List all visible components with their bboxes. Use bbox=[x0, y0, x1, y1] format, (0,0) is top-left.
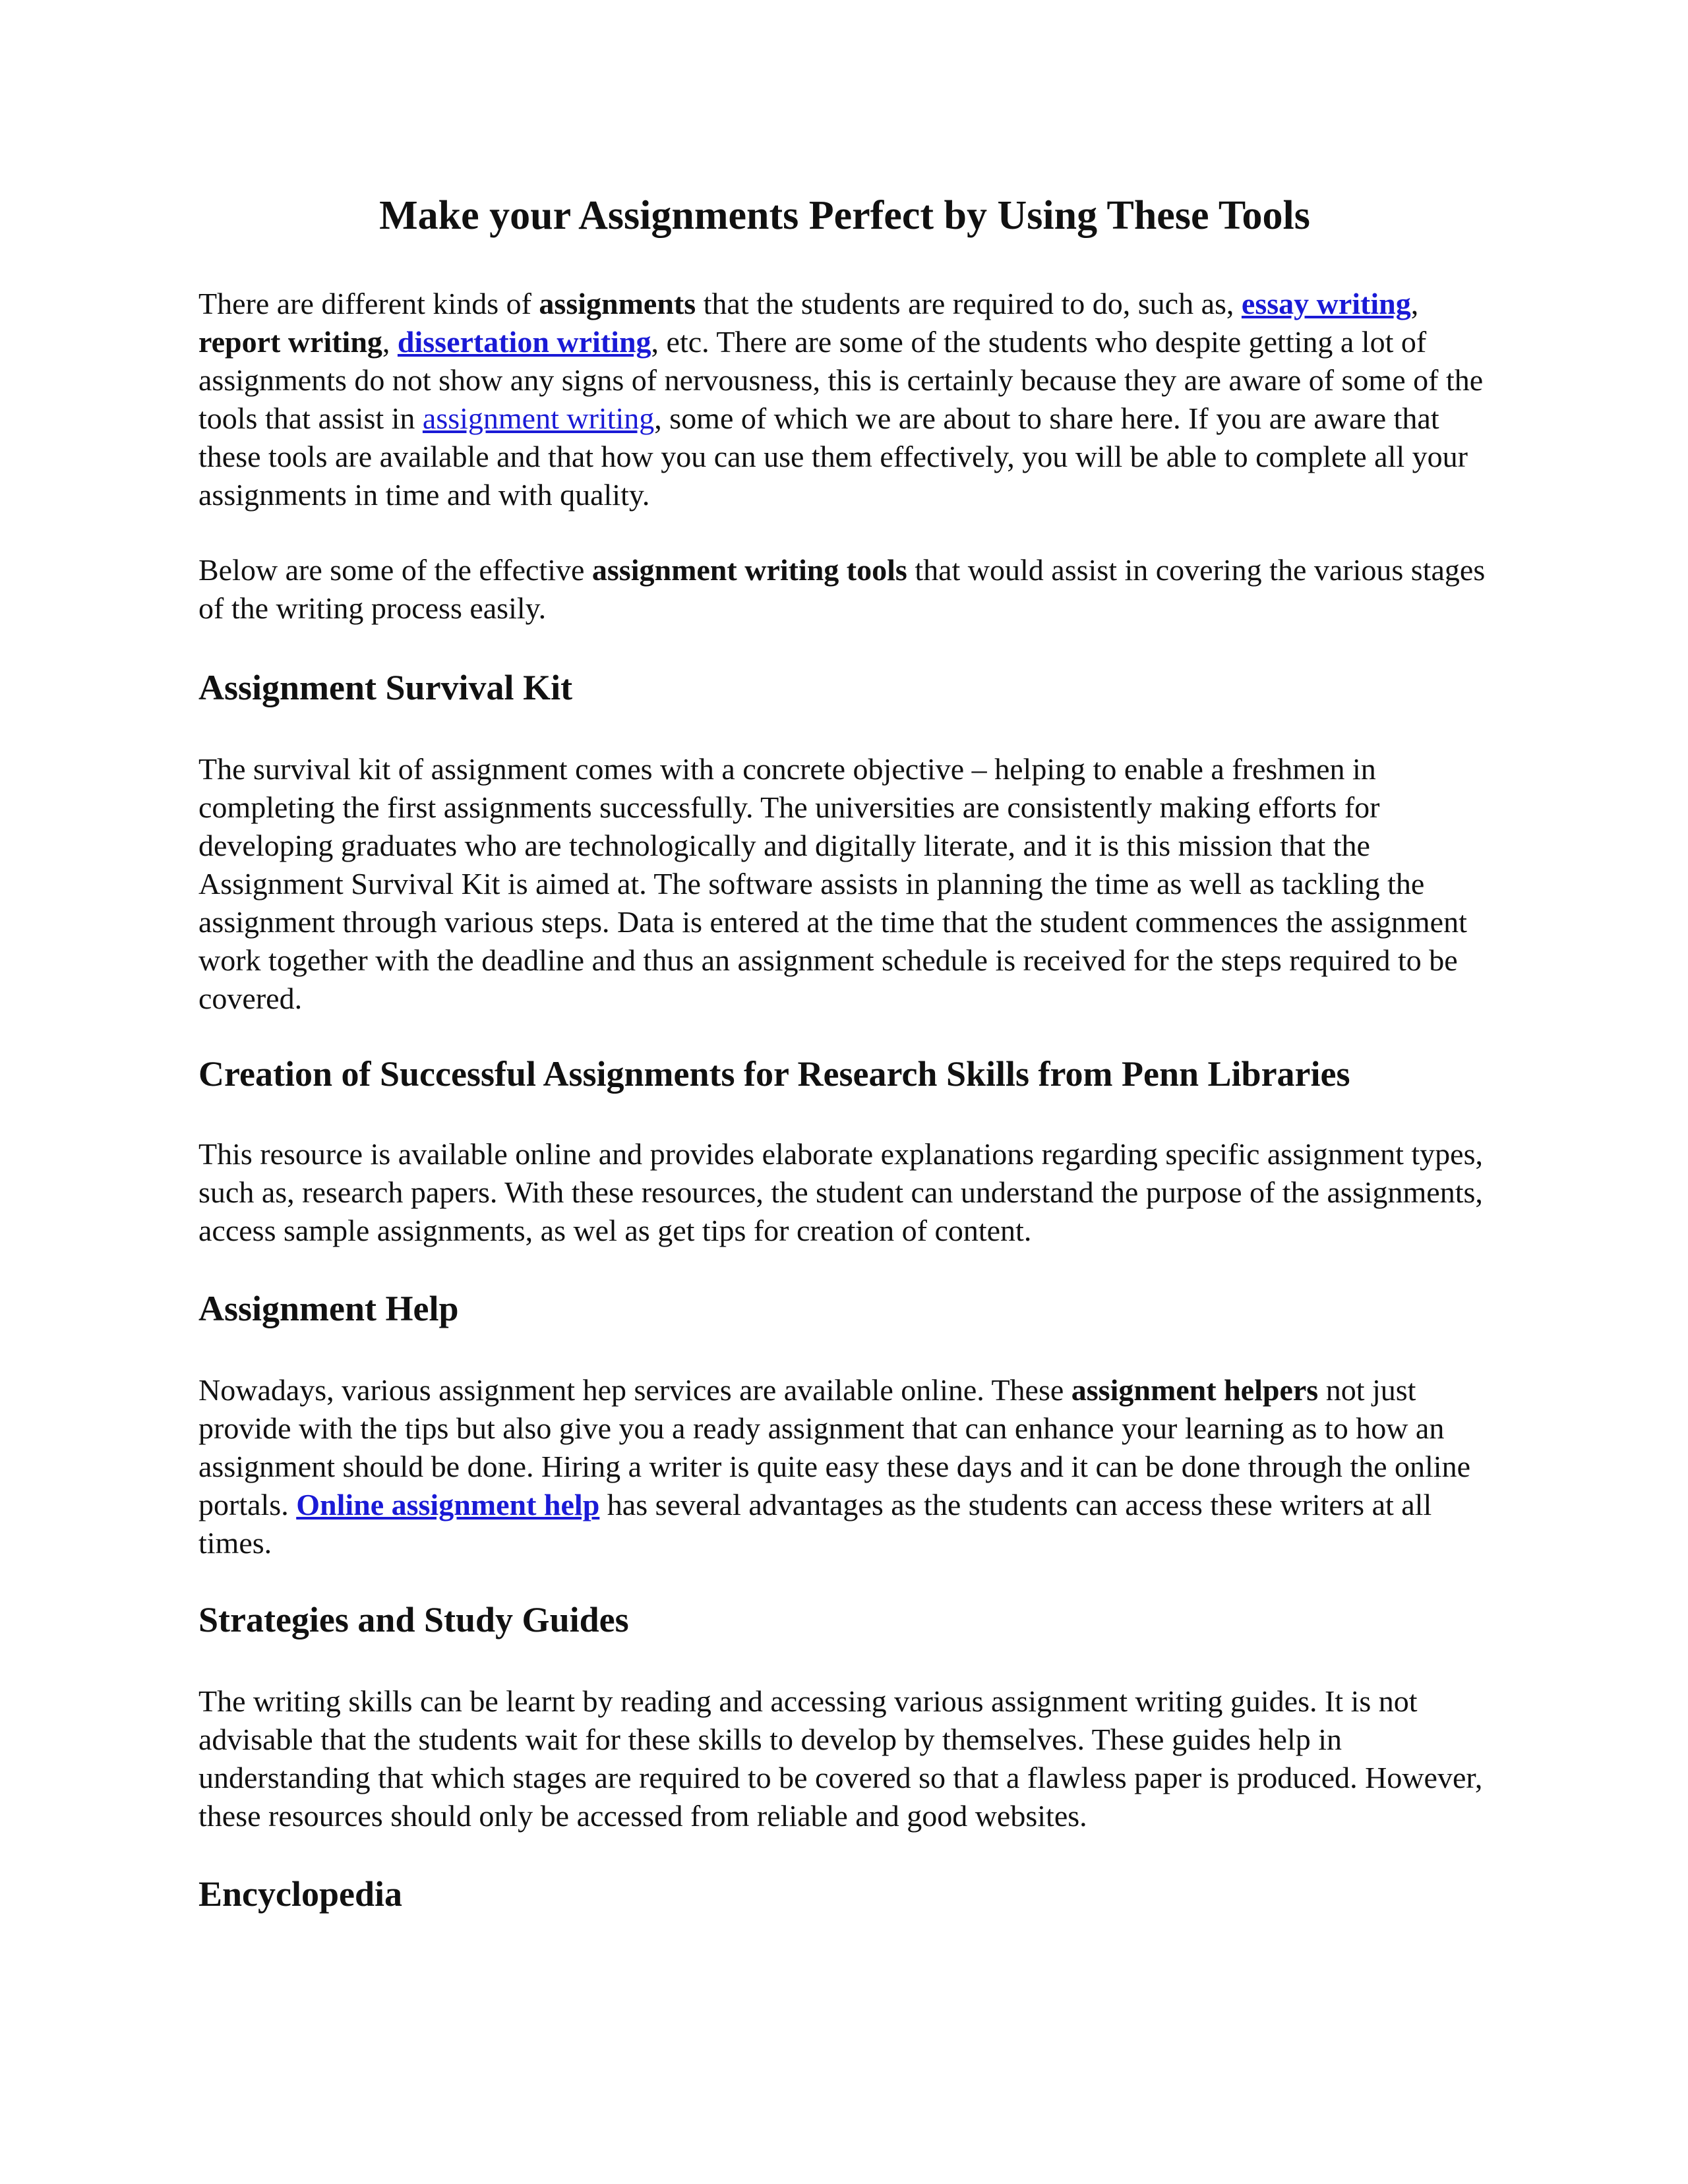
help-text-3: has several advantages as the students can access these writers at all times. bbox=[198, 1488, 1432, 1560]
essay-writing-link[interactable]: essay writing bbox=[1241, 287, 1411, 320]
tools-intro-paragraph bbox=[198, 551, 1491, 628]
section-body-penn-libraries: This resource is available online and provides elaborate explanations regarding specific assignment types, such as, research papers. With these resources, the student can understand the purpose of the assignments, access sample assignments, as wel as get tips for creation of content. bbox=[198, 1137, 1483, 1247]
online-assignment-help-link[interactable]: Online assignment help bbox=[296, 1488, 600, 1521]
section-body-survival-kit: The survival kit of assignment comes with a concrete objective – helping to enable a freshmen in completing the first assignments successfully. The universities are consistently making efforts for developing graduates who are technologically and digitally literate, and it is this mission that the Assignment Survival Kit is aimed at. The software assists in planning the time as well as tackling the assignment through various steps. Data is entered at the time that the student commences the assignment work together with the deadline and thus an assignment schedule is received for the steps required to be covered. bbox=[198, 752, 1467, 1015]
below-bold-tools: assignment writing tools bbox=[591, 553, 907, 587]
intro-text-4: , bbox=[382, 325, 398, 359]
intro-text-6: , some of which we are about to share here. If you are aware that these tools are available and that how you can use them effectively, you will be able to complete all your assignments in time and with quality. bbox=[198, 401, 1468, 512]
intro-bold-report-writing: report writing bbox=[198, 325, 382, 359]
intro-text-3: , bbox=[1410, 287, 1419, 320]
intro-bold-assignments: assignments bbox=[539, 287, 696, 320]
help-text-2: not just provide with the tips but also give you a ready assignment that can enhance your learning as to how an assignment should be done. Hiring a writer is quite easy these days and it can be done through the online portals. bbox=[198, 1373, 1470, 1521]
dissertation-writing-link[interactable]: dissertation writing bbox=[397, 325, 651, 359]
section-heading-strategies: Strategies and Study Guides bbox=[198, 1600, 629, 1639]
intro-text-5: , etc. There are some of the students who despite getting a lot of assignments do not show any signs of nervousness, this is certainly because they are aware of some of the tools that assist in bbox=[198, 325, 1484, 435]
section-heading-encyclopedia: Encyclopedia bbox=[198, 1874, 403, 1914]
document-title: Make your Assignments Perfect by Using These Tools bbox=[379, 193, 1310, 238]
below-text-1: Below are some of the effective bbox=[198, 553, 592, 587]
intro-paragraph bbox=[198, 285, 1491, 514]
intro-text-2: that the students are required to do, such as, bbox=[696, 287, 1242, 320]
section-body-assignment-help bbox=[198, 1371, 1491, 1562]
below-text-2: that would assist in covering the various stages of the writing process easily. bbox=[198, 553, 1486, 625]
section-body-strategies: The writing skills can be learnt by reading and accessing various assignment writing guides. It is not advisable that the students wait for these skills to develop by themselves. These guides help in understanding that which stages are required to be covered so that a flawless paper is produced. However, these resources should only be accessed from reliable and good websites. bbox=[198, 1684, 1483, 1833]
section-heading-assignment-help: Assignment Help bbox=[198, 1289, 459, 1328]
section-heading-survival-kit: Assignment Survival Kit bbox=[198, 668, 573, 707]
help-text-1: Nowadays, various assignment hep services are available online. These bbox=[198, 1373, 1071, 1407]
intro-text-1: There are different kinds of bbox=[198, 287, 539, 320]
assignment-writing-link[interactable]: assignment writing bbox=[422, 401, 655, 435]
help-bold-assignment-helpers: assignment helpers bbox=[1071, 1373, 1319, 1407]
section-heading-penn-libraries: Creation of Successful Assignments for Research Skills from Penn Libraries bbox=[198, 1054, 1350, 1094]
